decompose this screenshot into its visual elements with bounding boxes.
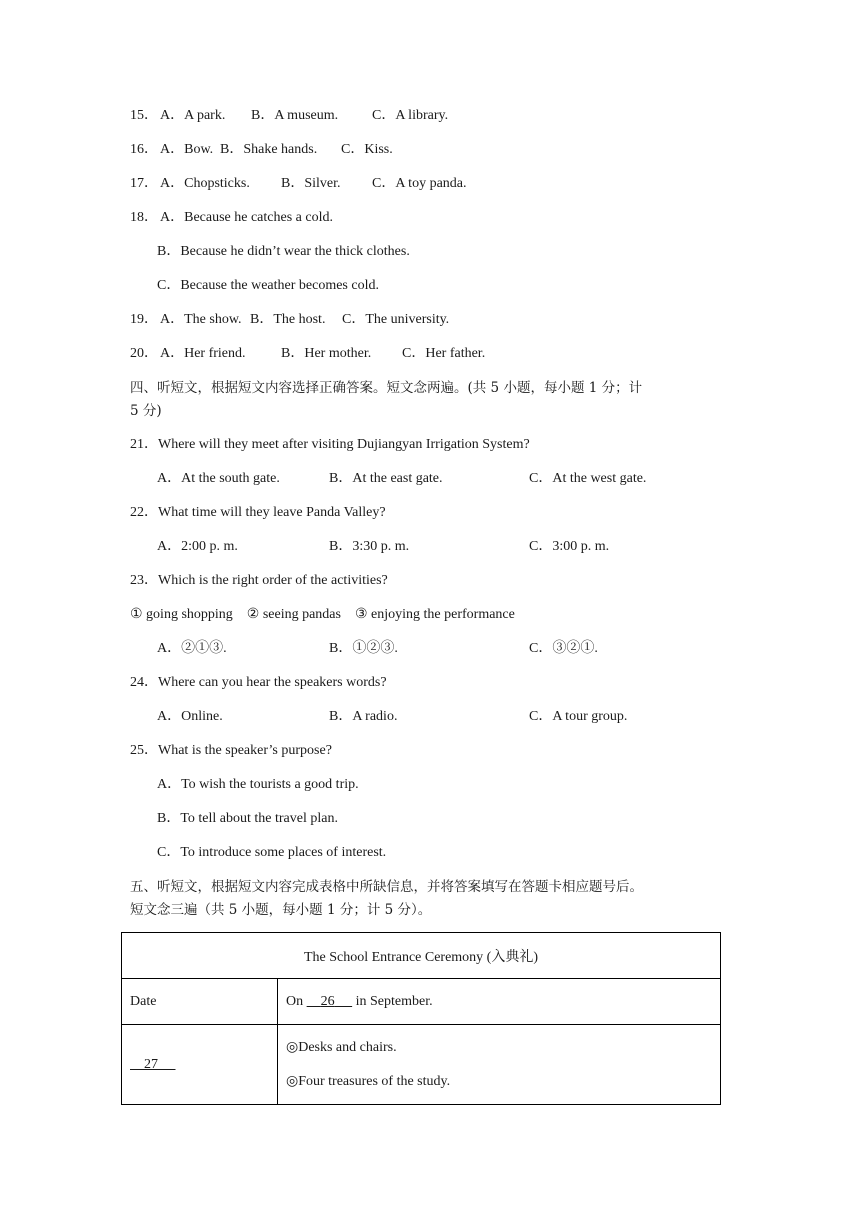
table-cell-items — [278, 1025, 721, 1105]
question-stem: 23．Which is the right order of the activities? — [130, 573, 388, 588]
question-stem: 24．Where can you hear the speakers words? — [130, 675, 387, 690]
table-cell-date-value — [278, 979, 721, 1025]
table-cell-blank-27 — [122, 1025, 278, 1105]
option-c: C．To introduce some places of interest. — [157, 845, 387, 860]
section-heading-line: 5 分) — [130, 403, 162, 419]
question-stem: 22．What time will they leave Panda Valley? — [130, 505, 386, 520]
blank-27-number: 27 — [144, 1056, 158, 1072]
ceremony-table — [121, 932, 721, 1105]
section-heading-line: 四、听短文，根据短文内容选择正确答案。短文念两遍。(共 5 小题，每小题 1 分；计 — [130, 380, 643, 396]
option-a: A．②①③. — [157, 641, 227, 656]
blank-26 — [307, 994, 353, 1009]
option-c: C．The university. — [342, 312, 450, 327]
option-a: A．2:00 p. m. — [157, 539, 238, 554]
question-number: 19． — [130, 312, 158, 327]
option-b: B．The host. — [250, 312, 326, 327]
option-c: C．③②①. — [529, 641, 598, 656]
option-c: C．Kiss. — [341, 142, 393, 157]
option-b: B．At the east gate. — [329, 471, 443, 486]
option-b: B．3:30 p. m. — [329, 539, 410, 554]
table-cell-date-label: Date — [122, 979, 278, 1025]
option-b: B．To tell about the travel plan. — [157, 811, 338, 826]
blank-27 — [130, 1057, 176, 1072]
option-b: B．Her mother. — [281, 346, 372, 361]
option-c: C．At the west gate. — [529, 471, 647, 486]
option-b: B．①②③. — [329, 641, 398, 656]
option-b: B．Because he didn’t wear the thick clothes. — [157, 244, 410, 259]
item-four-treasures: ◎Four treasures of the study. — [286, 1073, 451, 1089]
section-heading-line: 短文念三遍（共 5 小题，每小题 1 分；计 5 分）。 — [130, 902, 432, 918]
activities-list: ① going shopping ② seeing pandas ③ enjoying the performance — [130, 607, 515, 622]
blank-26-number: 26 — [320, 993, 335, 1009]
option-a: A．Because he catches a cold. — [160, 210, 333, 225]
option-b: B．A radio. — [329, 709, 398, 724]
option-a: A．A park. — [160, 108, 226, 123]
question-stem: 25．What is the speaker’s purpose? — [130, 743, 332, 758]
question-number: 20． — [130, 346, 158, 361]
option-b: B．Shake hands. — [220, 142, 318, 157]
option-a: A．To wish the tourists a good trip. — [157, 777, 359, 792]
option-c: C．3:00 p. m. — [529, 539, 610, 554]
question-number: 15． — [130, 108, 158, 123]
option-b: B．Silver. — [281, 176, 341, 191]
option-a: A．Online. — [157, 709, 223, 724]
option-b: B．A museum. — [251, 108, 339, 123]
question-number: 18． — [130, 210, 158, 225]
question-number: 16． — [130, 142, 158, 157]
item-desks-chairs: ◎Desks and chairs. — [286, 1039, 397, 1055]
option-c: C．A tour group. — [529, 709, 628, 724]
table-title: The School Entrance Ceremony (入典礼) — [122, 933, 721, 979]
option-c: C．Because the weather becomes cold. — [157, 278, 379, 293]
section-heading-line: 五、听短文，根据短文内容完成表格中所缺信息，并将答案填写在答题卡相应题号后。 — [130, 879, 643, 895]
question-number: 17． — [130, 176, 158, 191]
date-prefix: On — [286, 993, 304, 1009]
date-suffix: in September. — [355, 993, 433, 1009]
question-stem: 21．Where will they meet after visiting Dujiangyan Irrigation System? — [130, 437, 530, 452]
option-a: A．Her friend. — [160, 346, 246, 361]
option-c: C．A toy panda. — [372, 176, 467, 191]
option-a: A．Chopsticks. — [160, 176, 250, 191]
option-a: A．At the south gate. — [157, 471, 280, 486]
option-c: C．Her father. — [402, 346, 486, 361]
option-a: A．Bow. — [160, 142, 214, 157]
option-c: C．A library. — [372, 108, 449, 123]
option-a: A．The show. — [160, 312, 242, 327]
